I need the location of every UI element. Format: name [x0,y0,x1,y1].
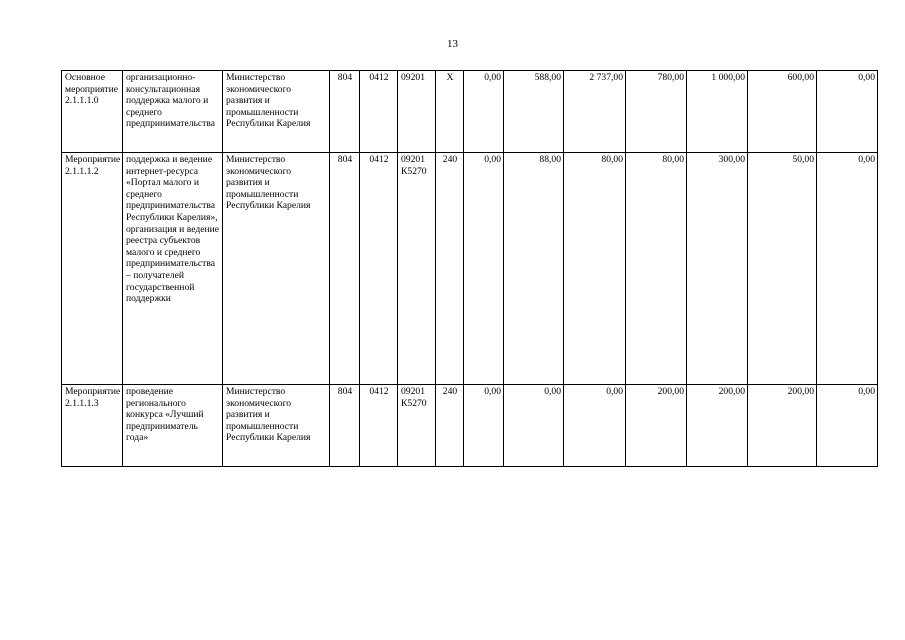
amount-cell: 200,00 [748,385,817,467]
grbs-code-cell: 804 [330,71,360,153]
amount-cell: 588,00 [504,71,564,153]
executor-cell: Министерство экономического развития и промышленности Республики Карелия [223,71,330,153]
amount-cell: 0,00 [464,71,504,153]
activity-status-cell: Мероприятие 2.1.1.1.2 [62,153,123,385]
rzpr-code-cell: 0412 [360,385,398,467]
amount-cell: 0,00 [564,385,626,467]
table-row [62,71,878,153]
amount-cell: 0,00 [817,71,878,153]
table-row [62,385,878,467]
csr-code-cell: 09201 К5270 [398,385,436,467]
amount-cell: 200,00 [687,385,748,467]
rzpr-code-cell: 0412 [360,153,398,385]
budget-table [61,70,878,467]
amount-cell: 88,00 [504,153,564,385]
vr-code-cell: 240 [436,153,464,385]
amount-cell: 780,00 [626,71,687,153]
amount-cell: 80,00 [564,153,626,385]
activity-name-cell: организационно-консультационная поддержка малого и среднего предпринимательства [123,71,223,153]
activity-name-cell: поддержка и ведение интернет-ресурса «Портал малого и среднего предпринимательства Республики Карелия», организация и ведение реестра субъектов малого и среднего предпринимательства – получателей государственной поддержки [123,153,223,385]
grbs-code-cell: 804 [330,153,360,385]
vr-code-cell: X [436,71,464,153]
table-row [62,153,878,385]
amount-cell: 200,00 [626,385,687,467]
amount-cell: 0,00 [464,153,504,385]
executor-cell: Министерство экономического развития и промышленности Республики Карелия [223,385,330,467]
activity-name-cell: проведение регионального конкурса «Лучший предприниматель года» [123,385,223,467]
amount-cell: 0,00 [817,153,878,385]
csr-code-cell: 09201 [398,71,436,153]
amount-cell: 300,00 [687,153,748,385]
amount-cell: 80,00 [626,153,687,385]
activity-status-cell: Основное мероприятие 2.1.1.1.0 [62,71,123,153]
amount-cell: 0,00 [817,385,878,467]
activity-status-cell: Мероприятие 2.1.1.1.3 [62,385,123,467]
amount-cell: 1 000,00 [687,71,748,153]
csr-code-cell: 09201 К5270 [398,153,436,385]
amount-cell: 0,00 [464,385,504,467]
rzpr-code-cell: 0412 [360,71,398,153]
executor-cell: Министерство экономического развития и промышленности Республики Карелия [223,153,330,385]
amount-cell: 0,00 [504,385,564,467]
page-number: 13 [447,38,458,50]
amount-cell: 600,00 [748,71,817,153]
grbs-code-cell: 804 [330,385,360,467]
vr-code-cell: 240 [436,385,464,467]
amount-cell: 2 737,00 [564,71,626,153]
amount-cell: 50,00 [748,153,817,385]
